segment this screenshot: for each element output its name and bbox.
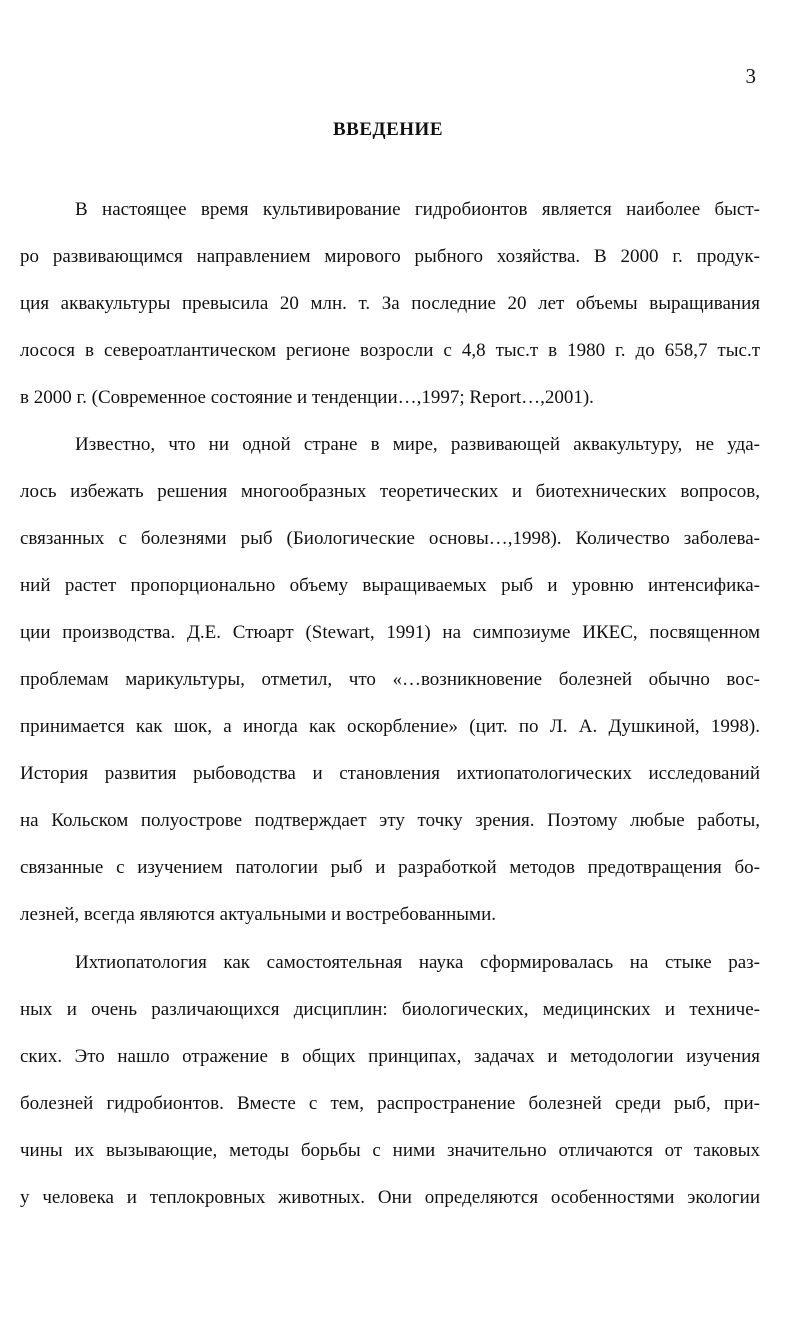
page-title: ВВЕДЕНИЕ [333, 119, 443, 140]
text-line: Ихтиопатология как самостоятельная наука сформировалась на стыке раз- [75, 952, 760, 973]
text-line: у человека и теплокровных животных. Они определяются особенностями экологии [20, 1187, 760, 1209]
text-line: в 2000 г. (Современное состояние и тенденции…,1997; Report…,2001). [20, 387, 594, 409]
text-line: чины их вызывающие, методы борьбы с ними значительно отличаются от таковых [20, 1140, 760, 1162]
text-line: ции производства. Д.Е. Стюарт (Stewart, 1991) на симпозиуме ИКЕС, посвященном [20, 622, 760, 644]
text-line: проблемам марикультуры, отметил, что «…возникновение болезней обычно вос- [20, 669, 760, 691]
text-line: на Кольском полуострове подтверждает эту точку зрения. Поэтому любые работы, [20, 810, 760, 832]
text-line: История развития рыбоводства и становления ихтиопатологических исследований [20, 763, 760, 785]
text-line: лосося в североатлантическом регионе возросли с 4,8 тыс.т в 1980 г. до 658,7 тыс.т [20, 340, 760, 362]
text-line: ских. Это нашло отражение в общих принципах, задачах и методологии изучения [20, 1046, 760, 1068]
text-line: Известно, что ни одной стране в мире, развивающей аквакультуру, не уда- [75, 434, 760, 455]
text-line: ных и очень различающихся дисциплин: биологических, медицинских и техниче- [20, 999, 760, 1021]
text-line: ро развивающимся направлением мирового рыбного хозяйства. В 2000 г. продук- [20, 246, 760, 268]
text-line: лось избежать решения многообразных теоретических и биотехнических вопросов, [20, 481, 760, 503]
text-line: связанные с изучением патологии рыб и разработкой методов предотвращения бо- [20, 857, 760, 879]
text-line: лезней, всегда являются актуальными и востребованными. [20, 904, 496, 926]
paragraph-3 [20, 939, 760, 1221]
paragraph-1 [20, 186, 760, 421]
text-line: В настоящее время культивирование гидробионтов является наиболее быст- [75, 199, 760, 220]
paragraph-2 [20, 421, 760, 939]
text-line: связанных с болезнями рыб (Биологические основы…,1998). Количество заболева- [20, 528, 760, 550]
text-line: болезней гидробионтов. Вместе с тем, распространение болезней среди рыб, при- [20, 1093, 760, 1115]
page-number: 3 [745, 64, 756, 88]
text-line: принимается как шок, а иногда как оскорбление» (цит. по Л. А. Душкиной, 1998). [20, 716, 760, 738]
text-line: ний растет пропорционально объему выращиваемых рыб и уровню интенсифика- [20, 575, 760, 597]
text-line: ция аквакультуры превысила 20 млн. т. За последние 20 лет объемы выращивания [20, 293, 760, 315]
